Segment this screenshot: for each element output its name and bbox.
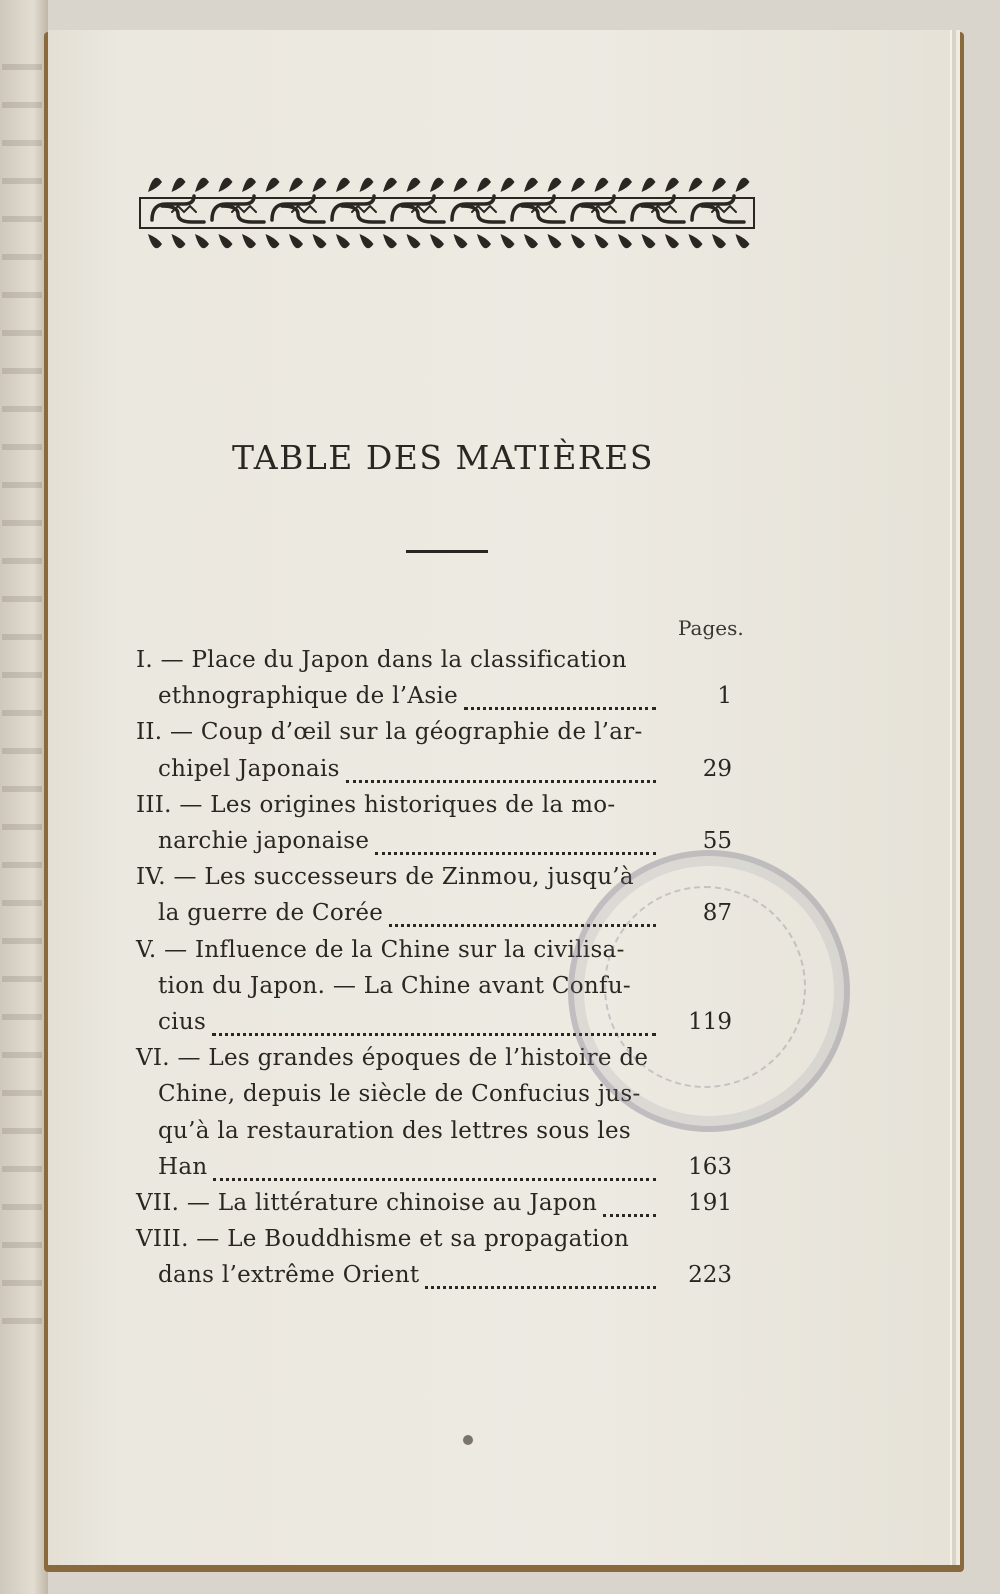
toc-entry-text: la guerre de Corée — [158, 900, 384, 927]
page-title: TABLE DES MATIÈRES — [232, 438, 654, 477]
toc-entry-text: narchie japonaise — [158, 828, 370, 854]
dot-leader — [375, 850, 656, 855]
toc-entry-text: VIII. — Le Bouddhisme et sa propagation — [136, 1226, 630, 1253]
table-of-contents — [48, 30, 950, 1565]
facing-page-edge — [0, 0, 48, 1594]
dot-leader — [213, 1176, 656, 1181]
toc-entry-text: dans l’extrême Orient — [158, 1262, 420, 1289]
dot-leader — [603, 1212, 656, 1217]
toc-entry-text: qu’à la restauration des lettres sous les — [158, 1117, 631, 1144]
toc-page-number: 119 — [688, 1009, 732, 1035]
dot-leader — [464, 705, 656, 710]
library-stamp — [568, 850, 850, 1132]
page-mark — [463, 1435, 473, 1445]
toc-page-number: 163 — [688, 1153, 732, 1180]
toc-entry-text: V. — Influence de la Chine sur la civilisa- — [136, 936, 625, 963]
toc-page-number: 223 — [688, 1262, 732, 1289]
toc-entry-text: IV. — Les successeurs de Zinmou, jusqu’à — [136, 864, 634, 891]
toc-entry-text: Han — [158, 1153, 208, 1180]
toc-entry-text: Chine, depuis le siècle de Confucius jus- — [158, 1081, 641, 1108]
toc-page-number: 1 — [717, 683, 732, 710]
book-page — [48, 30, 950, 1565]
dot-leader — [346, 778, 656, 783]
toc-entry-text: II. — Coup d’œil sur la géographie de l’ar- — [136, 719, 643, 746]
toc-entry-text: VI. — Les grandes époques de l’histoire de — [136, 1045, 649, 1072]
toc-entry-text: cius — [158, 1009, 207, 1035]
toc-entry-text: III. — Les origines historiques de la mo- — [136, 791, 616, 818]
toc-page-number: 87 — [702, 900, 732, 927]
toc-page-number: 29 — [702, 755, 732, 782]
toc-page-number: 55 — [702, 828, 732, 854]
toc-page-number: 191 — [688, 1190, 732, 1216]
toc-entry-text: I. — Place du Japon dans la classification — [136, 647, 627, 673]
toc-entry-text: VII. — La littérature chinoise au Japon — [136, 1190, 598, 1216]
dot-leader — [425, 1284, 656, 1289]
pages-column-label: Pages. — [678, 616, 744, 640]
toc-entry-text: ethnographique de l’Asie — [158, 683, 459, 710]
toc-entry-text: chipel Japonais — [158, 755, 340, 782]
toc-entry-text: tion du Japon. — La Chine avant Confu- — [158, 972, 632, 999]
